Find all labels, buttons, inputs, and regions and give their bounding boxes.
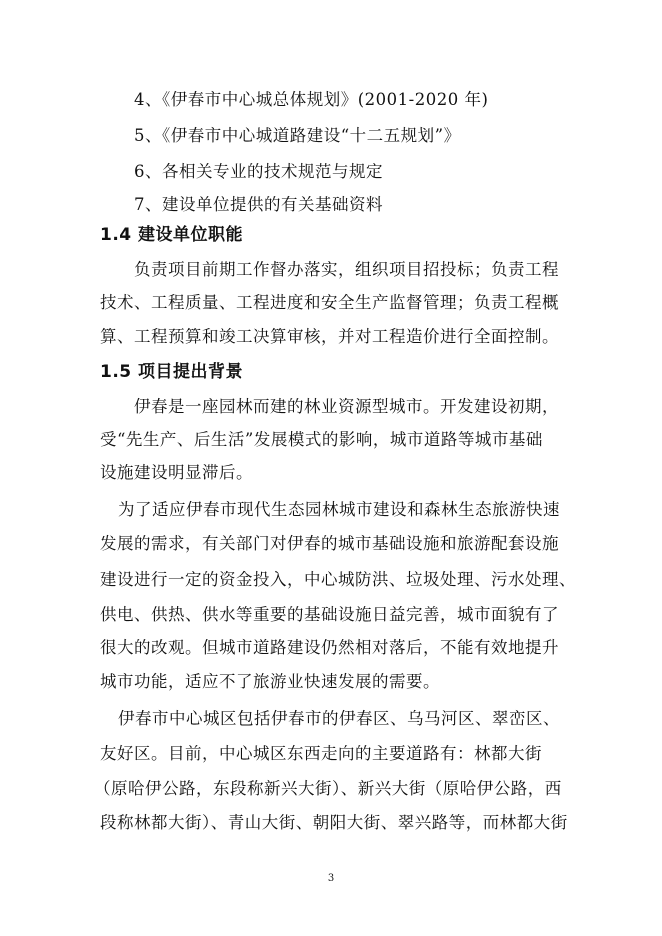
paragraph-line: 很大的改观。但城市道路建设仍然相对落后，不能有效地提升 xyxy=(100,638,559,657)
section-heading-1-4: 1.4 建设单位职能 xyxy=(100,225,244,245)
paragraph-line: 友好区。目前，中心城区东西走向的主要道路有：林都大街 xyxy=(100,744,542,763)
section-heading-1-5: 1.5 项目提出背景 xyxy=(100,362,244,382)
reference-item-6: 6、各相关专业的技术规范与规定 xyxy=(134,162,383,181)
paragraph-line: 伊春是一座园林而建的林业资源型城市。开发建设初期， xyxy=(134,397,559,416)
page-number: 3 xyxy=(327,873,335,884)
paragraph-line: 设施建设明显滞后。 xyxy=(100,463,253,482)
paragraph-line: 伊春市中心城区包括伊春市的伊春区、乌马河区、翠峦区、 xyxy=(118,709,560,728)
paragraph-line: 建设进行一定的资金投入，中心城防洪、垃圾处理、污水处理、 xyxy=(100,570,576,589)
reference-item-4: 4、《伊春市中心城总体规划》(2001-2020 年) xyxy=(134,90,489,109)
reference-item-7: 7、建设单位提供的有关基础资料 xyxy=(134,195,383,214)
paragraph-line: 段称林都大街）、青山大街、朝阳大街、翠兴路等，而林都大街 xyxy=(100,813,568,832)
paragraph-line: 负责项目前期工作督办落实，组织项目招投标；负责工程 xyxy=(134,260,559,279)
paragraph-line: 城市功能，适应不了旅游业快速发展的需要。 xyxy=(100,672,440,691)
paragraph-line: 为了适应伊春市现代生态园林城市建设和森林生态旅游快速 xyxy=(118,500,560,519)
paragraph-line: 受“先生产、后生活”发展模式的影响，城市道路等城市基础 xyxy=(100,430,543,449)
paragraph-line: （原哈伊公路，东段称新兴大街）、新兴大街（原哈伊公路，西 xyxy=(94,779,562,798)
paragraph-line: 供电、供热、供水等重要的基础设施日益完善，城市面貌有了 xyxy=(100,605,559,624)
paragraph-line: 发展的需求，有关部门对伊春的城市基础设施和旅游配套设施 xyxy=(100,534,559,553)
paragraph-line: 算、工程预算和竣工决算审核，并对工程造价进行全面控制。 xyxy=(100,327,559,346)
reference-item-5: 5、《伊春市中心城道路建设“十二五规划”》 xyxy=(134,126,461,145)
paragraph-line: 技术、工程质量、工程进度和安全生产监督管理；负责工程概 xyxy=(100,293,559,312)
